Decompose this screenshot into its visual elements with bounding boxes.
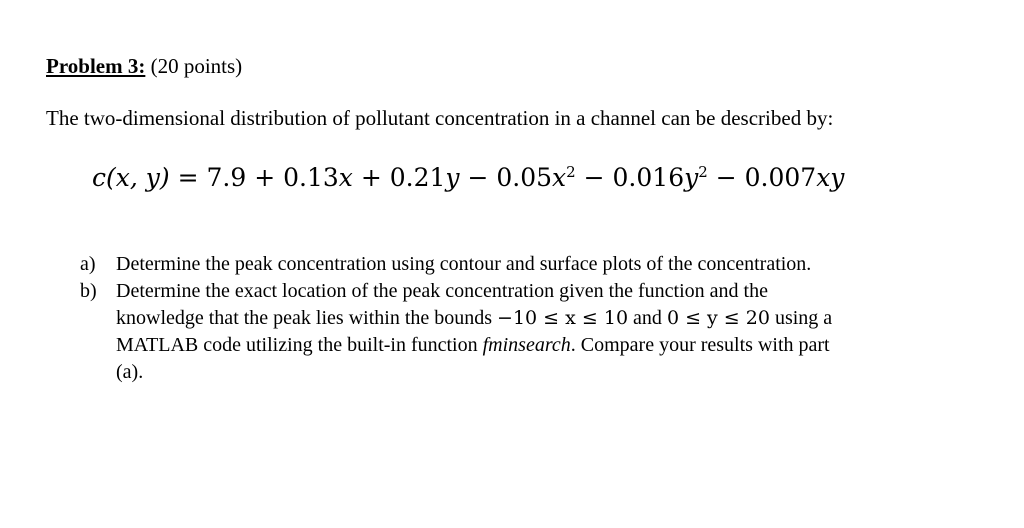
equation-term-x2-coef: 0.05 [496, 163, 553, 192]
equation-lhs: c(x, y) [92, 163, 170, 192]
part-a-text: Determine the peak concentration using contour and surface plots of the concentration. [116, 253, 812, 275]
part-b-line-4: (a). [116, 361, 144, 383]
part-a [80, 251, 980, 278]
function-name: fminsearch [482, 334, 571, 356]
bound-y: 0 ≤ y ≤ 20 [666, 307, 770, 329]
equation-exponent-x: 2 [566, 163, 576, 181]
part-b [80, 278, 980, 386]
equation-term-y-coef: 0.21 [389, 163, 446, 192]
problem-label: Problem 3: [46, 54, 146, 78]
bound-x: −10 ≤ x ≤ 10 [497, 307, 629, 329]
equation-term-y2-coef: 0.016 [612, 163, 685, 192]
part-b-line-3 [116, 332, 980, 359]
equation-equals: = [177, 163, 199, 192]
equation-term-constant: 7.9 [206, 163, 247, 192]
part-b-line-2-pre: knowledge that the peak lies within the bounds [116, 307, 493, 329]
equation-exponent-y: 2 [698, 163, 708, 181]
part-a-marker: a) [80, 253, 96, 275]
problem-heading [46, 52, 242, 80]
part-b-text [116, 278, 980, 386]
problem-parts [80, 251, 980, 386]
concentration-equation: c(x, $y) = 7.9 + 0.13x + 0.21y - 0.05x^2 - 0.016y^2 - 0.007xy$ [92, 163, 845, 192]
problem-points: (20 points) [150, 54, 243, 78]
part-b-line-3-post: . Compare your results with part [570, 334, 830, 356]
part-b-line-1: Determine the exact location of the peak concentration given the function and the [116, 280, 768, 302]
part-b-and: and [633, 307, 662, 329]
part-b-marker: b) [80, 280, 97, 302]
part-b-line-2-post: using a [774, 307, 833, 329]
problem-intro: The two-dimensional distribution of pollutant concentration in a channel can be described by: [46, 106, 834, 130]
part-b-line-3-pre: MATLAB code utilizing the built-in function [116, 334, 478, 356]
equation-term-x-coef: 0.13 [283, 163, 339, 192]
part-b-line-2 [116, 305, 980, 332]
equation-term-xy-coef: 0.007 [744, 163, 817, 192]
